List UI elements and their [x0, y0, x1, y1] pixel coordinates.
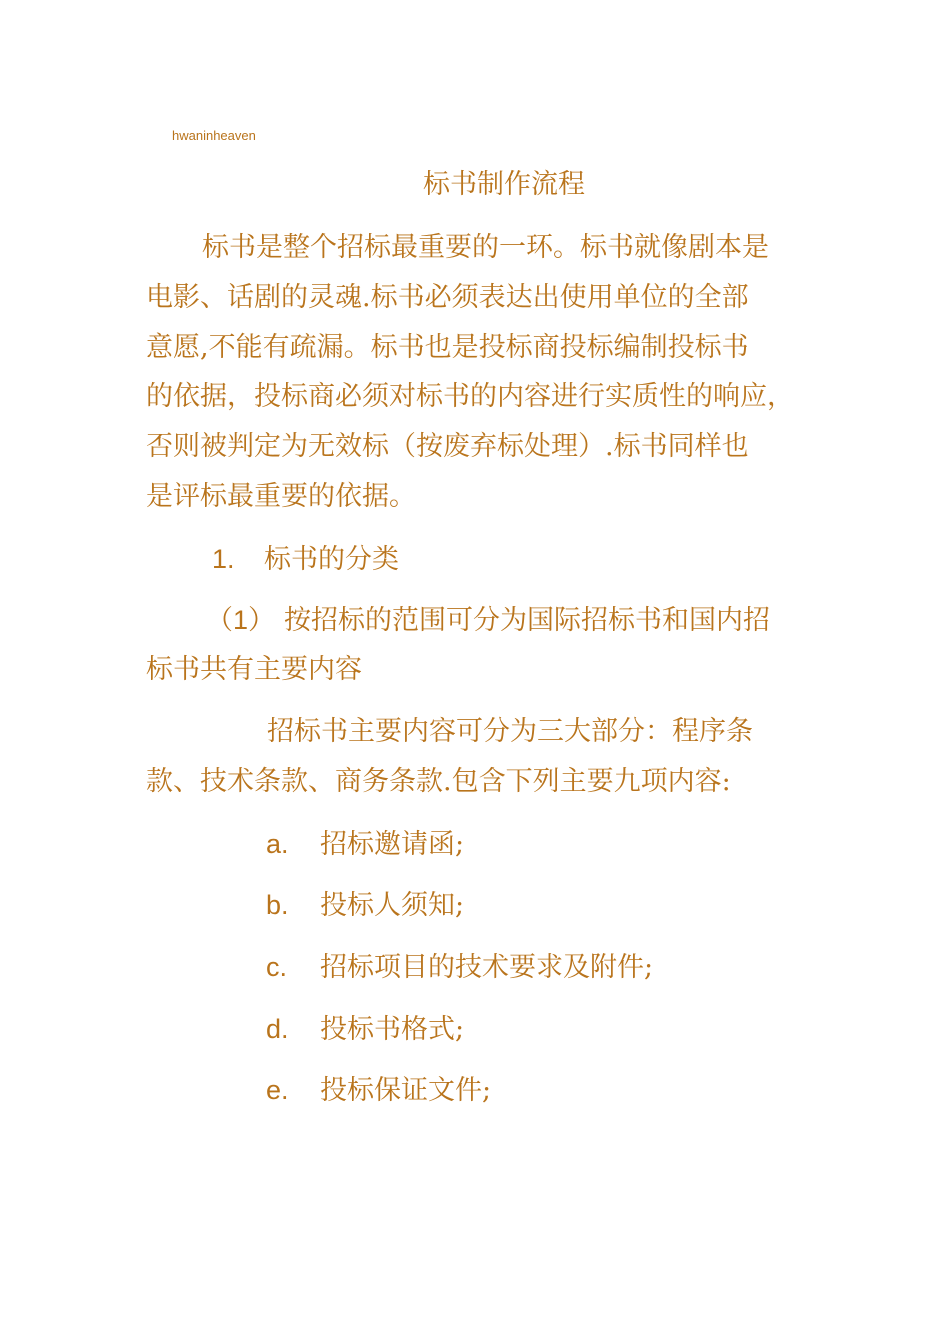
- intro-line: 否则被判定为无效标（按废弃标处理）.标书同样也: [146, 431, 749, 462]
- subsection-line: 标书共有主要内容: [146, 654, 362, 685]
- subsection-line: [206, 603, 770, 638]
- section-heading: [212, 542, 399, 577]
- list-item: [266, 950, 653, 985]
- list-item: [266, 1073, 491, 1108]
- intro-line: 电影、话剧的灵魂.标书必须表达出使用单位的全部: [146, 282, 749, 313]
- intro-line: 是评标最重要的依据。: [146, 481, 416, 512]
- list-item-marker: d.: [266, 1014, 289, 1044]
- header-author: hwaninheaven: [172, 128, 256, 143]
- list-item-text: 投标人须知;: [320, 890, 465, 921]
- list-item: [266, 1012, 464, 1047]
- list-item: [266, 827, 464, 862]
- list-item-marker: a.: [266, 829, 289, 859]
- list-item-marker: e.: [266, 1075, 289, 1105]
- list-item-text: 投标保证文件;: [320, 1075, 492, 1106]
- subsection-text: 按招标的范围可分为国际招标书和国内招: [284, 605, 770, 636]
- list-item-marker: b.: [266, 890, 289, 920]
- list-item-text: 招标邀请函;: [320, 829, 465, 860]
- document-title: 标书制作流程: [423, 169, 585, 200]
- intro-line: 的依据，投标商必须对标书的内容进行实质性的响应，: [146, 381, 794, 412]
- contents-line: 招标书主要内容可分为三大部分：程序条: [267, 716, 753, 747]
- section-title: 标书的分类: [264, 544, 399, 575]
- list-item-text: 招标项目的技术要求及附件;: [320, 952, 654, 983]
- list-item: [266, 888, 464, 923]
- list-item-text: 投标书格式;: [320, 1014, 465, 1045]
- section-number: 1.: [212, 544, 235, 574]
- list-item-marker: c.: [266, 952, 288, 982]
- intro-line: 标书是整个招标最重要的一环。标书就像剧本是: [202, 232, 769, 263]
- subsection-marker: （1）: [206, 605, 276, 635]
- intro-line: 意愿,不能有疏漏。标书也是投标商投标编制投标书: [146, 332, 749, 363]
- contents-line: 款、技术条款、商务条款.包含下列主要九项内容:: [146, 766, 731, 797]
